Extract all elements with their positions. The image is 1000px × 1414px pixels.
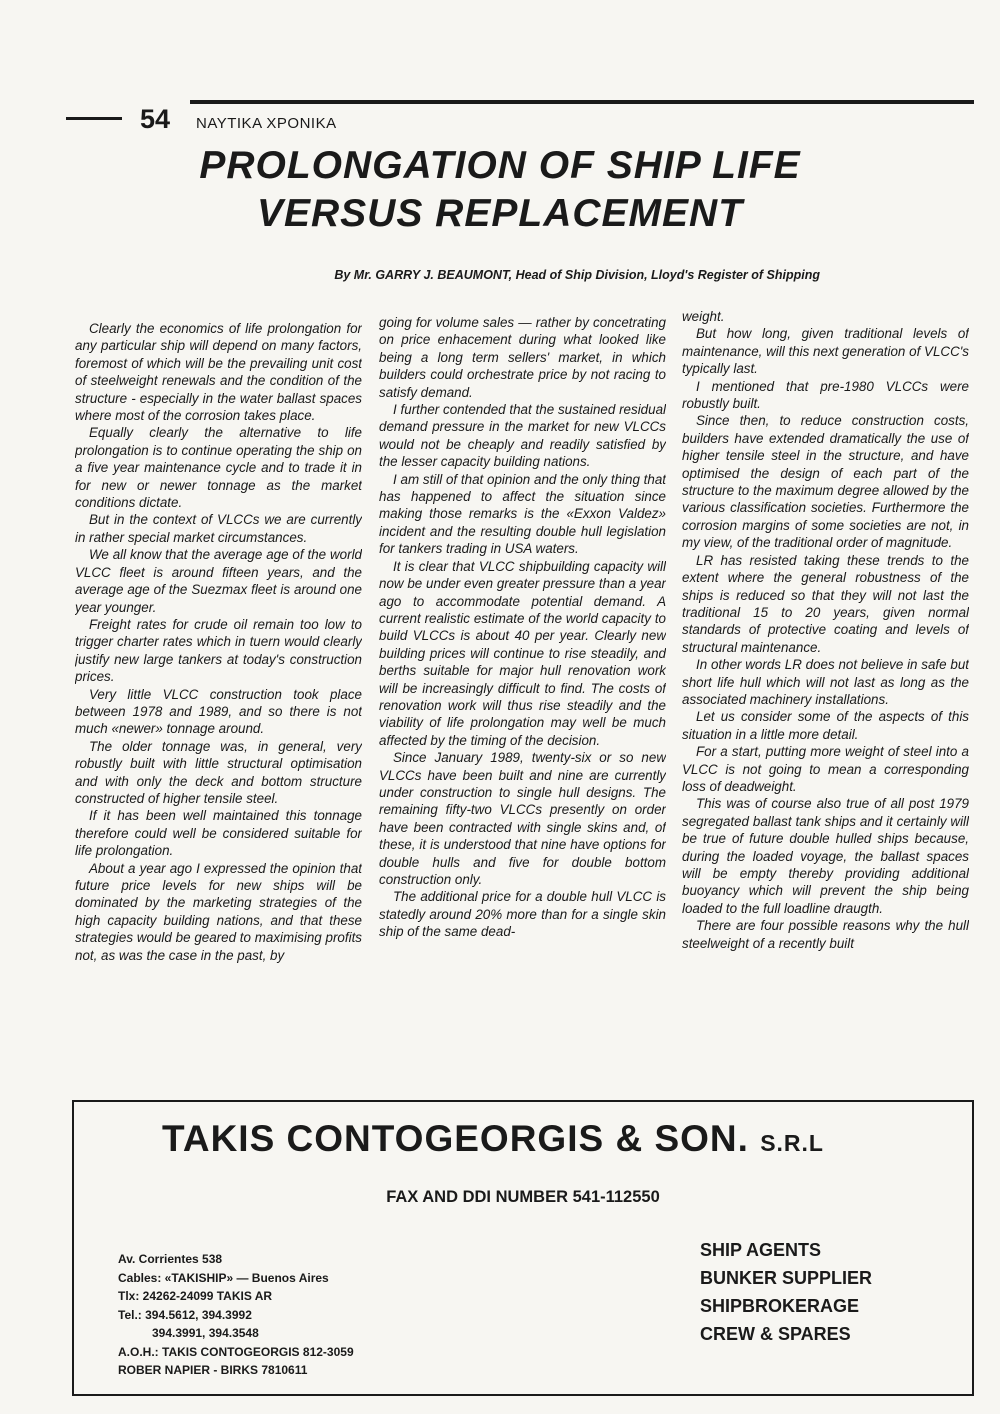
address-line: Tlx: 24262-24099 TAKIS AR <box>118 1289 273 1303</box>
paragraph: If it has been well maintained this tonnage therefore could well be considered suitable for life prolongation. <box>75 808 362 859</box>
paragraph: In other words LR does not believe in safe but short life hull which will not last as long as the associated machinery installations. <box>682 657 969 707</box>
paragraph: But in the context of VLCCs we are currently in rather special market circumstances. <box>75 512 362 545</box>
address-line: Cables: «TAKISHIP» — Buenos Aires <box>118 1270 329 1285</box>
ad-company-suffix: S.R.L <box>760 1130 824 1156</box>
paragraph: Clearly the economics of life prolongation for any particular ship will depend on many factors, foremost of which will be the prevailing unit cost of steelweight renewals and the condition of the structure - especially in the water ballast spaces where most of the corrosion takes place. <box>75 321 362 424</box>
paragraph: I further contended that the sustained residual demand pressure in the market for new VLCCs would not be cheaply and readily satisfied by the lesser capacity building nations. <box>379 402 666 470</box>
publication-name: ΝΑΥΤΙΚΑ ΧΡΟΝΙΚΑ <box>196 115 337 132</box>
paragraph: Very little VLCC construction took place between 1978 and 1989, and so there is not much «newer» tonnage around. <box>75 686 362 737</box>
service-item: CREW & SPARES <box>700 1324 851 1344</box>
paragraph: Since January 1989, twenty-six or so new VLCCs have been built and nine are currently under construction to single hull designs. The remaining fifty-two VLCCs presently on order have been contracted with single skins and, of these, it is understood that nine have options for double hulls and five for double bottom construction only. <box>379 750 666 887</box>
service-item: SHIP AGENTS <box>700 1240 822 1260</box>
paragraph: going for volume sales — rather by concetrating on price enhacement during what looked like being a long term sellers' market, in which builders could orchestrate price by not racing to satisfy demand. <box>379 315 666 400</box>
paragraph: This was of course also true of all post 1979 segregated ballast tank ships and it certainly will be true of future double hulled ships because, during the loaded voyage, the ballast spaces will be empty thereby providing additional buoyancy which will prevent the ship being loaded to the full loadline draugth. <box>682 796 969 916</box>
ad-services-list <box>700 1236 872 1348</box>
article-column-3 <box>682 308 969 1092</box>
ad-company: TAKIS CONTOGEORGIS & SON. <box>162 1118 749 1159</box>
header-dash <box>66 117 122 120</box>
paragraph: I am still of that opinion and the only thing that has happened to affect the situation since making those remarks is the «Exxon Valdez» incident and the resulting double hull legislation for tankers trading in USA waters. <box>379 471 666 557</box>
paragraph: It is clear that VLCC shipbuilding capacity will now be under even greater pressure than a year ago to accommodate potential demand. A current realistic estimate of the world capacity to build VLCCs is about 40 per year. Clearly new building prices will continue to rise steadily, and berths suitable for major hull renovation work will be increasingly difficult to find. The costs of renovation work will thus rise steadily and the viability of life prolongation may well be much affected by the timing of the decision. <box>379 558 666 748</box>
page-number: 54 <box>140 104 171 134</box>
service-item: SHIPBROKERAGE <box>700 1296 860 1316</box>
paragraph: Since then, to reduce construction costs, builders have extended dramatically the use of higher tensile steel in the structure, and have optimised the design of each part of the structure to the maximum degree allowed by the various classification societies. Furthermore the corrosion margins of some societies are not, in my view, of the traditional order of magnitude. <box>682 413 969 551</box>
paragraph: The additional price for a double hull VLCC is statedly around 20% more than for a single skin ship of the same dead- <box>379 889 666 940</box>
paragraph: Freight rates for crude oil remain too low to trigger charter rates which in tuern would clearly justify new large tankers at today's construction prices. <box>75 616 362 685</box>
ad-address-block <box>118 1250 354 1380</box>
paragraph: About a year ago I expressed the opinion that future price levels for new ships will be dominated by the marketing strategies of the high capacity building nations, and that these strategies would be geared to maximising profits not, as was the case in the past, by <box>75 860 362 963</box>
address-line: A.O.H.: TAKIS CONTOGEORGIS 812-3059 <box>118 1344 354 1359</box>
title-line-2: VERSUS REPLACEMENT <box>256 192 744 235</box>
address-line: 394.3991, 394.3548 <box>152 1326 259 1340</box>
paragraph: The older tonnage was, in general, very robustly built with little structural optimisation and with only the deck and bottom structure constructed of higher tensile steel. <box>75 738 362 806</box>
paragraph: There are four possible reasons why the hull steelweight of a recently built <box>682 918 969 951</box>
header-rule <box>190 100 974 104</box>
address-line: ROBER NAPIER - BIRKS 7810611 <box>118 1363 308 1377</box>
paragraph: weight. <box>682 309 725 324</box>
address-line: Tel.: 394.5612, 394.3992 <box>118 1307 252 1322</box>
article-column-1 <box>75 320 362 1104</box>
paragraph: LR has resisted taking these trends to the extent where the general robustness of the ships is reduced so that they will not last the traditional 15 to 20 years, given normal standards of protective coating and levels of structural maintenance. <box>682 552 969 655</box>
paragraph: But how long, given traditional levels of maintenance, will this next generation of VLCC's typically last. <box>682 326 969 377</box>
paragraph: Let us consider some of the aspects of this situation in a little more detail. <box>682 709 969 742</box>
title-line-1: PROLONGATION OF SHIP LIFE <box>199 144 801 187</box>
advertisement-box <box>72 1100 974 1396</box>
article-column-2 <box>379 314 666 1098</box>
article-title <box>150 142 850 238</box>
paragraph: Equally clearly the alternative to life prolongation is to continue operating the ship on a five year maintenance cycle and to trade it in for new or newer tonnage as the market conditions dictate. <box>75 425 362 511</box>
byline: By Mr. GARRY J. BEAUMONT, Head of Ship Division, Lloyd's Register of Shipping <box>334 268 820 282</box>
address-line: Av. Corrientes 538 <box>118 1252 223 1266</box>
paragraph: We all know that the average age of the world VLCC fleet is around fifteen years, and the average age of the Suezmax fleet is around one year younger. <box>75 547 362 615</box>
ad-fax-number: FAX AND DDI NUMBER 541-112550 <box>386 1188 660 1206</box>
paragraph: For a start, putting more weight of steel into a VLCC is not going to mean a corresponding loss of deadweight. <box>682 744 969 794</box>
service-item: BUNKER SUPPLIER <box>700 1268 873 1288</box>
paragraph: I mentioned that pre-1980 VLCCs were robustly built. <box>682 378 969 412</box>
ad-company-name <box>162 1118 824 1160</box>
